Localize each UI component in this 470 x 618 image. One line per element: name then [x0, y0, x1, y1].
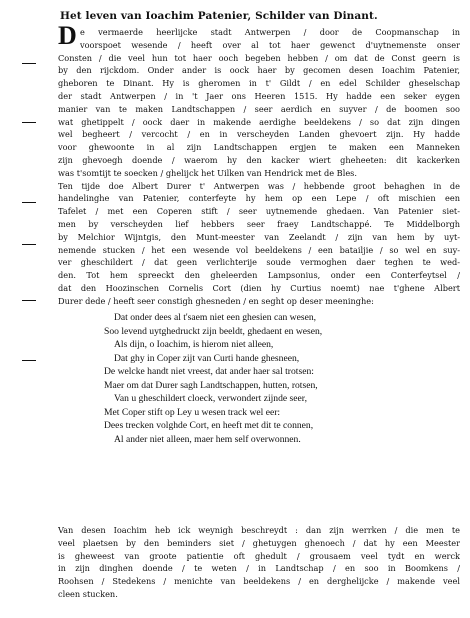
text-line: handelinghe van Patenier, conterfeyte hy hem op een Lepe / oft mischien een [58, 193, 460, 204]
poem [104, 311, 424, 446]
text-line: Van desen Ioachim heb ick weynigh beschreydt : dan zijn werrken / die men te [58, 525, 460, 535]
text-line: ver gheschildert / dat geen verlichterije soude vermoghen daer teghen te wed- [58, 257, 460, 268]
closing-paragraph [58, 524, 460, 601]
text-line: voorspoet wesende / heeft over al tot haer gewenct d'uytnemenste onser [80, 39, 460, 50]
text-line: by den rijckdom. Onder ander is oock haer by gecomen desen Ioachim Patenier, [58, 65, 460, 76]
text-line: manier van te maken Landtschappen / seer aerdich en suyver / de boomen soo [58, 103, 460, 114]
poem-line: Soo levend uytghedruckt zijn beeldt, ghedaent en wesen, [104, 325, 323, 337]
margin-mark [22, 202, 36, 203]
poem-line: Al ander niet alleen, maer hem self overwonnen. [114, 433, 301, 445]
text-line: nemende stucken / het een wesende vol beeldekens / een batailjie / so wel en suy- [58, 244, 460, 255]
poem-line: Van u gheschildert cloeck, verwondert zijnde seer, [114, 393, 308, 404]
text-line: e vermaerde heerlijcke stadt Antwerpen / door de Coopmanschap in [80, 27, 460, 37]
text-line: wat ghetippelt / oock daer in makende aerdighe beeldekens / so dat zijn dingen [58, 116, 460, 127]
text-line: Ten tijde doe Albert Durer t' Antwerpen was / hebbende groot behaghen in de [58, 180, 460, 191]
text-line: men by verscheyden lief hebbers seer fraey Landtschappé. Te Middelborgh [58, 218, 460, 229]
text-line: is gheweest van groote patientie oft ghedult / grousaem veel tydt en werck [58, 550, 460, 561]
text-line: veel plaetsen by den beminders siet / ghetuygen ghenoech / dat hy een Meester [58, 537, 460, 548]
text-line: Consten / die veel hun tot haer ooch begeben hebben / om dat de Const geern is [58, 52, 460, 63]
text-line: Tafelet / met een Coperen stift / seer uytnemende ghedaen. Van Patenier siet- [58, 206, 460, 217]
margin-mark [22, 300, 36, 301]
text-line: cleen stucken. [58, 588, 118, 599]
poem-line: Dees trecken volghde Cort, en heeft met dit te connen, [104, 420, 314, 431]
text-line: den. Tot hem spreeckt den gheleerden Lampsonius, onder een Conterfeytsel / [58, 270, 460, 281]
text-line: by Melchior Wijntgis, den Munt-meester van Zeelandt / zijn van hem by uyt- [58, 231, 460, 242]
text-line: gheboren te Dinant. Hy is gheromen in t' Gildt / en edel Schilder gheselschap [58, 78, 460, 89]
text-line: der stadt Antwerpen / in 't Jaer ons Heeren 1515. Hy hadde een seker eygen [58, 90, 460, 101]
margin-mark [22, 63, 36, 64]
margin-mark [22, 244, 36, 245]
poem-line: Als dijn, o Ioachim, is hierom niet alleen, [114, 339, 274, 350]
page-title: Het leven van Ioachim Patenier, Schilder van Dinant. [60, 10, 378, 22]
drop-cap: D [58, 21, 77, 50]
text-line: Roohsen / Stedekens / menichte van beeldekens / en derghelijcke / makende veel [58, 576, 460, 587]
text-line: dat den Hoozinschen Cornelis Cort (dien hy Curtius noemt) nae t'ghene Albert [58, 282, 460, 293]
poem-line: Maer om dat Durer sagh Landtschappen, hutten, rotsen, [104, 379, 318, 391]
main-paragraph [58, 21, 460, 308]
poem-line: De welcke handt niet vreest, dat ander haer sal trotsen: [104, 366, 314, 377]
text-line: was t'somtijt te soecken / ghelijck het Uilken van Hendrick met de Bles. [58, 167, 357, 178]
text-line: Durer dede / heeft seer constigh ghesneden / en seght op deser meeninghe: [58, 295, 374, 306]
text-line: in zijn dinghen doende / te weten / in Landtschap / en soo in Boomkens / [58, 563, 460, 574]
text-line: voor ghewoonte in al zijn Landtschappen ergjen te maken een Manneken [58, 142, 460, 153]
poem-line: Dat ghy in Coper zijt van Curti hande ghesneen, [114, 352, 300, 364]
margin-mark [22, 360, 36, 361]
text-line: wel begheert / vercocht / en in verscheyden Landen ghevoert zijn. Hy hadde [58, 129, 460, 140]
poem-line: Met Coper stift op Ley u wesen track wel eer: [104, 406, 281, 418]
text-line: zijn ghevoegh doende / waerom hy den kacker wiert gheheeten: dit kackerken [58, 154, 460, 165]
poem-line: Dat onder dees al t'saem niet een ghesien can wesen, [114, 312, 317, 323]
margin-mark [22, 122, 36, 123]
